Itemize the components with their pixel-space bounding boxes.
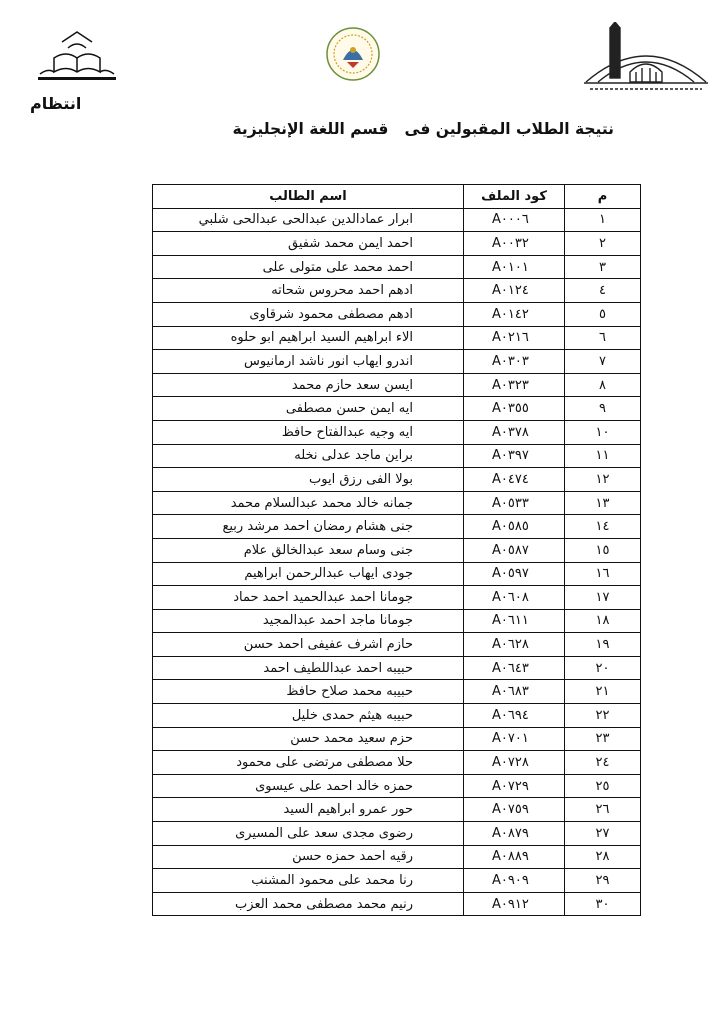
student-name: حبيبه هيثم حمدى خليل [153,704,464,728]
student-name: رنيم محمد مصطفى محمد العزب [153,892,464,916]
results-table [152,184,641,916]
file-code: A٠٧٥٩ [464,798,565,822]
table-row [153,798,641,822]
table-row [153,751,641,775]
table-row [153,444,641,468]
table-row [153,373,641,397]
file-code: A٠٤٧٤ [464,468,565,492]
file-code: A٠٨٧٩ [464,822,565,846]
table-row [153,350,641,374]
row-number: ١٩ [565,633,641,657]
file-code: A٠٩١٢ [464,892,565,916]
row-number: ١٤ [565,515,641,539]
table-row [153,892,641,916]
row-number: ٢٠ [565,656,641,680]
table-row [153,774,641,798]
column-header-student-name: اسم الطالب [153,185,464,209]
table-row [153,255,641,279]
file-code: A٠٢١٦ [464,326,565,350]
student-name: رقيه احمد حمزه حسن [153,845,464,869]
table-row [153,656,641,680]
student-name: جومانا احمد عبدالحميد احمد حماد [153,586,464,610]
table-row [153,420,641,444]
student-name: رنا محمد على محمود المشنب [153,869,464,893]
student-name: بولا الفى رزق ايوب [153,468,464,492]
table-row [153,609,641,633]
table-row [153,491,641,515]
row-number: ١٦ [565,562,641,586]
table-row [153,704,641,728]
file-code: A٠١٢٤ [464,279,565,303]
student-name: ايسن سعد حازم محمد [153,373,464,397]
row-number: ٥ [565,302,641,326]
row-number: ١١ [565,444,641,468]
student-name: ايه وجيه عبدالفتاح حافظ [153,420,464,444]
student-name: الاء ابراهيم السيد ابراهيم ابو حلوه [153,326,464,350]
row-number: ٢١ [565,680,641,704]
file-code: A٠٦١١ [464,609,565,633]
row-number: ١٨ [565,609,641,633]
file-code: A٠٥٨٧ [464,538,565,562]
file-code: A٠٧٢٩ [464,774,565,798]
student-name: جومانا ماجد احمد عبدالمجيد [153,609,464,633]
table-row [153,680,641,704]
table-header-row [153,185,641,209]
file-code: A٠١٠١ [464,255,565,279]
student-name: براين ماجد عدلى نخله [153,444,464,468]
table-row [153,633,641,657]
row-number: ٢٥ [565,774,641,798]
faculty-book-logo-icon [34,28,120,84]
row-number: ٢٦ [565,798,641,822]
file-code: A٠٦٤٣ [464,656,565,680]
table-row [153,727,641,751]
file-code: A٠٣٥٥ [464,397,565,421]
row-number: ٢٩ [565,869,641,893]
column-header-number: م [565,185,641,209]
row-number: ٨ [565,373,641,397]
student-name: رضوى مجدى سعد على المسيرى [153,822,464,846]
file-code: A٠٣٩٧ [464,444,565,468]
row-number: ٢٤ [565,751,641,775]
file-code: A٠٠٣٢ [464,232,565,256]
student-name: ابرار عمادالدين عبدالحى عبدالحى شلبي [153,208,464,232]
file-code: A٠٩٠٩ [464,869,565,893]
row-number: ٢ [565,232,641,256]
table-row [153,232,641,256]
table-row [153,208,641,232]
university-logo-icon [580,22,712,94]
student-name: احمد محمد على متولى على [153,255,464,279]
file-code: A٠٥٣٣ [464,491,565,515]
student-name: حبيبه محمد صلاح حافظ [153,680,464,704]
row-number: ٦ [565,326,641,350]
row-number: ١٢ [565,468,641,492]
file-code: A٠١٤٢ [464,302,565,326]
row-number: ٣٠ [565,892,641,916]
row-number: ٧ [565,350,641,374]
row-number: ١٥ [565,538,641,562]
row-number: ٩ [565,397,641,421]
file-code: A٠٦٩٤ [464,704,565,728]
study-track-label: انتظام [30,94,82,113]
student-name: حمزه خالد احمد على عيسوى [153,774,464,798]
student-name: اندرو ايهاب انور ناشد ارمانيوس [153,350,464,374]
student-name: ايه ايمن حسن مصطفى [153,397,464,421]
table-row [153,538,641,562]
student-name: حزم سعيد محمد حسن [153,727,464,751]
row-number: ١٣ [565,491,641,515]
student-name: حازم اشرف عفيفى احمد حسن [153,633,464,657]
table-row [153,869,641,893]
file-code: A٠٧٢٨ [464,751,565,775]
row-number: ٣ [565,255,641,279]
table-row [153,822,641,846]
file-code: A٠٥٩٧ [464,562,565,586]
table-row [153,515,641,539]
society-logo-icon [325,26,381,82]
student-name: جنى هشام رمضان احمد مرشد ربيع [153,515,464,539]
file-code: A٠٦٨٣ [464,680,565,704]
row-number: ١٧ [565,586,641,610]
file-code: A٠٠٠٦ [464,208,565,232]
student-name: جودى ايهاب عبدالرحمن ابراهيم [153,562,464,586]
table-row [153,562,641,586]
file-code: A٠٥٨٥ [464,515,565,539]
student-name: ادهم احمد محروس شحاته [153,279,464,303]
table-row [153,586,641,610]
row-number: ١ [565,208,641,232]
table-row [153,397,641,421]
file-code: A٠٨٨٩ [464,845,565,869]
table-row [153,845,641,869]
row-number: ١٠ [565,420,641,444]
file-code: A٠٣٧٨ [464,420,565,444]
file-code: A٠٣٢٣ [464,373,565,397]
file-code: A٠٦٠٨ [464,586,565,610]
page-title: نتيجة الطلاب المقبولين فى قسم اللغة الإنجليزية [232,120,614,138]
student-name: جمانه خالد محمد عبدالسلام محمد [153,491,464,515]
file-code: A٠٧٠١ [464,727,565,751]
student-name: ادهم مصطفى محمود شرقاوى [153,302,464,326]
table-row [153,468,641,492]
row-number: ٢٧ [565,822,641,846]
student-name: حلا مصطفى مرتضى على محمود [153,751,464,775]
student-name: حور عمرو ابراهيم السيد [153,798,464,822]
row-number: ٤ [565,279,641,303]
table-row [153,302,641,326]
student-name: احمد ايمن محمد شفيق [153,232,464,256]
table-row [153,326,641,350]
row-number: ٢٣ [565,727,641,751]
row-number: ٢٢ [565,704,641,728]
column-header-file-code: كود الملف [464,185,565,209]
student-name: جنى وسام سعد عبدالخالق علام [153,538,464,562]
file-code: A٠٣٠٣ [464,350,565,374]
file-code: A٠٦٢٨ [464,633,565,657]
table-row [153,279,641,303]
student-name: حبيبه احمد عبداللطيف احمد [153,656,464,680]
row-number: ٢٨ [565,845,641,869]
